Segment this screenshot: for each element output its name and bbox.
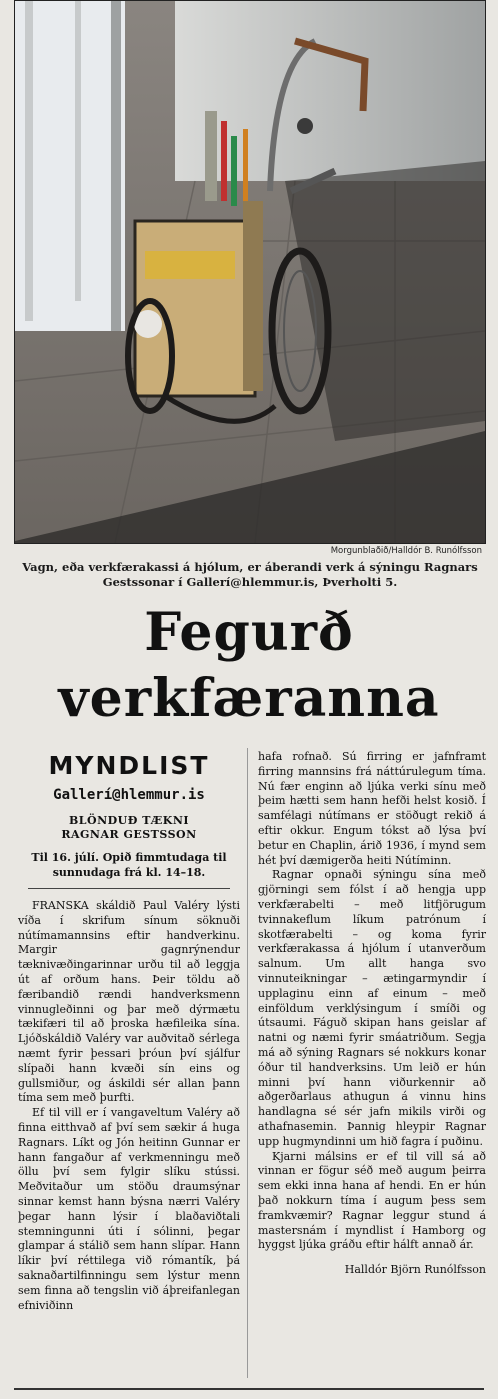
paragraph: Kjarni málsins er ef til vill sá að vinnan er fögur séð með augum þeirra sem ekki inna hana af hendi. En er hún það nokkurn tíma í augum þess sem framkvæmir? Ragnar leggur stund á mastersnám í myndlist í Hamborg og hyggst ljúka gráðu eftir hálft annað ár. [258,1149,486,1252]
right-column [258,750,486,1276]
photo-caption: Vagn, eða verkfærakassi á hjólum, er áberandi verk á sýningu Ragnars Gestssonar í Gallerí@hlemmur.is, Þverholti 5. [22,560,478,589]
section-label: MYNDLIST [48,751,210,780]
bottom-rule [14,1388,484,1390]
gallery-name: Gallerí@hlemmur.is [53,787,205,803]
column-divider [247,748,248,1378]
paragraph: Ef til vill er í vangaveltum Valéry að finna eitthvað af því sem sækir á huga Ragnars. Líkt og Jón heitinn Gunnar er hann fangaður af verkmenningu með öllu því sem fylgir slíku stússi. Meðvitaður um stöðu draumsýnar sinnar kemst hann býsna nærri Valéry þegar hann lýsir í blaðaviðtali stemningunni úti í sólinni, þegar glampar á stálið sem hann slípar. Hann líkir því réttilega við rómantík, þá saknaðartilfinningu sem lýstur menn sem finna að tengslin við áþreifanlegan efniviðinn [18,1106,240,1312]
exhibition-subtitle [18,814,240,842]
paragraph: FRANSKA skáldið Paul Valéry lýsti víða í skrifum sínum söknuði nútímamannsins eftir handverkinu. Margir gagnrýnendur tæknivæðingarinnar urðu til að leggja út af orðum hans. Þeir töldu að færibandið rændi handverksmenn vinnugleðinni og þar með dýrmætu tækifæri til að þroska hæfileika sína. Ljóðskáldið Valéry var auðvitað sérlega næmt fyrir þessari þróun því sjálfur slípaði hann kvæði sín eins og gullsmiður, og áskildi sér allan þann tíma sem með þurfti. [18,899,240,1105]
left-column [18,752,240,1313]
subtitle-medium: BLÖNDUÐ TÆKNI [68,814,190,827]
subtitle-artist: RAGNAR GESTSSON [61,828,197,841]
photo-illustration [15,1,485,543]
divider [28,888,230,889]
author-byline: Halldór Björn Runólfsson [344,1263,486,1277]
article-headline: Fegurð verkfæranna [58,602,440,729]
paragraph: hafa rofnað. Sú firring er jafnframt firring mannsins frá náttúrulegum tíma. Nú fær enginn að ljúka verki sínu með þeim hætti sem hann hefði helst kosið. Í samfélagi nútímans er stöðugt rekið á eftir okkur. Engum tókst að lýsa því betur en Chaplin, árið 1936, í mynd sem hét því dæmigerða heiti Nútíminn. [258,750,486,867]
exhibition-dates: Til 16. júlí. Opið fimmtudaga til sunnudaga frá kl. 14–18. [31,851,227,879]
paragraph: Ragnar opnaði sýningu sína með gjörningi sem fólst í að hengja upp verkfærabelti – með litfjörugum tvinnakeflum líkum patrónum í skotfærabelti – og koma fyrir verkfærakassa á hjólum í utanverðum salnum. Um allt hanga svo vinnuteikningar – ætingarmyndir í upplaginu einn af einum – með einföldum verklýsingum í smíði og útsaumi. Fáguð skipan hans geislar af natni og næmi fyrir smáatriðum. Segja má að sýning Ragnars sé nokkurs konar óður til handverksins. Um leið er hún minni því hann viðurkennir að aðgerðarlaus athugun á vinnu hins handlagna sé sér jafn mikils virði og athafnasemin. Þannig hleypir Ragnar upp hugmyndinni um hið fagra í puðinu. [258,868,486,1148]
photo-credit: Morgunblaðið/Halldór B. Runólfsson [330,546,482,556]
exhibition-photo [14,0,486,544]
